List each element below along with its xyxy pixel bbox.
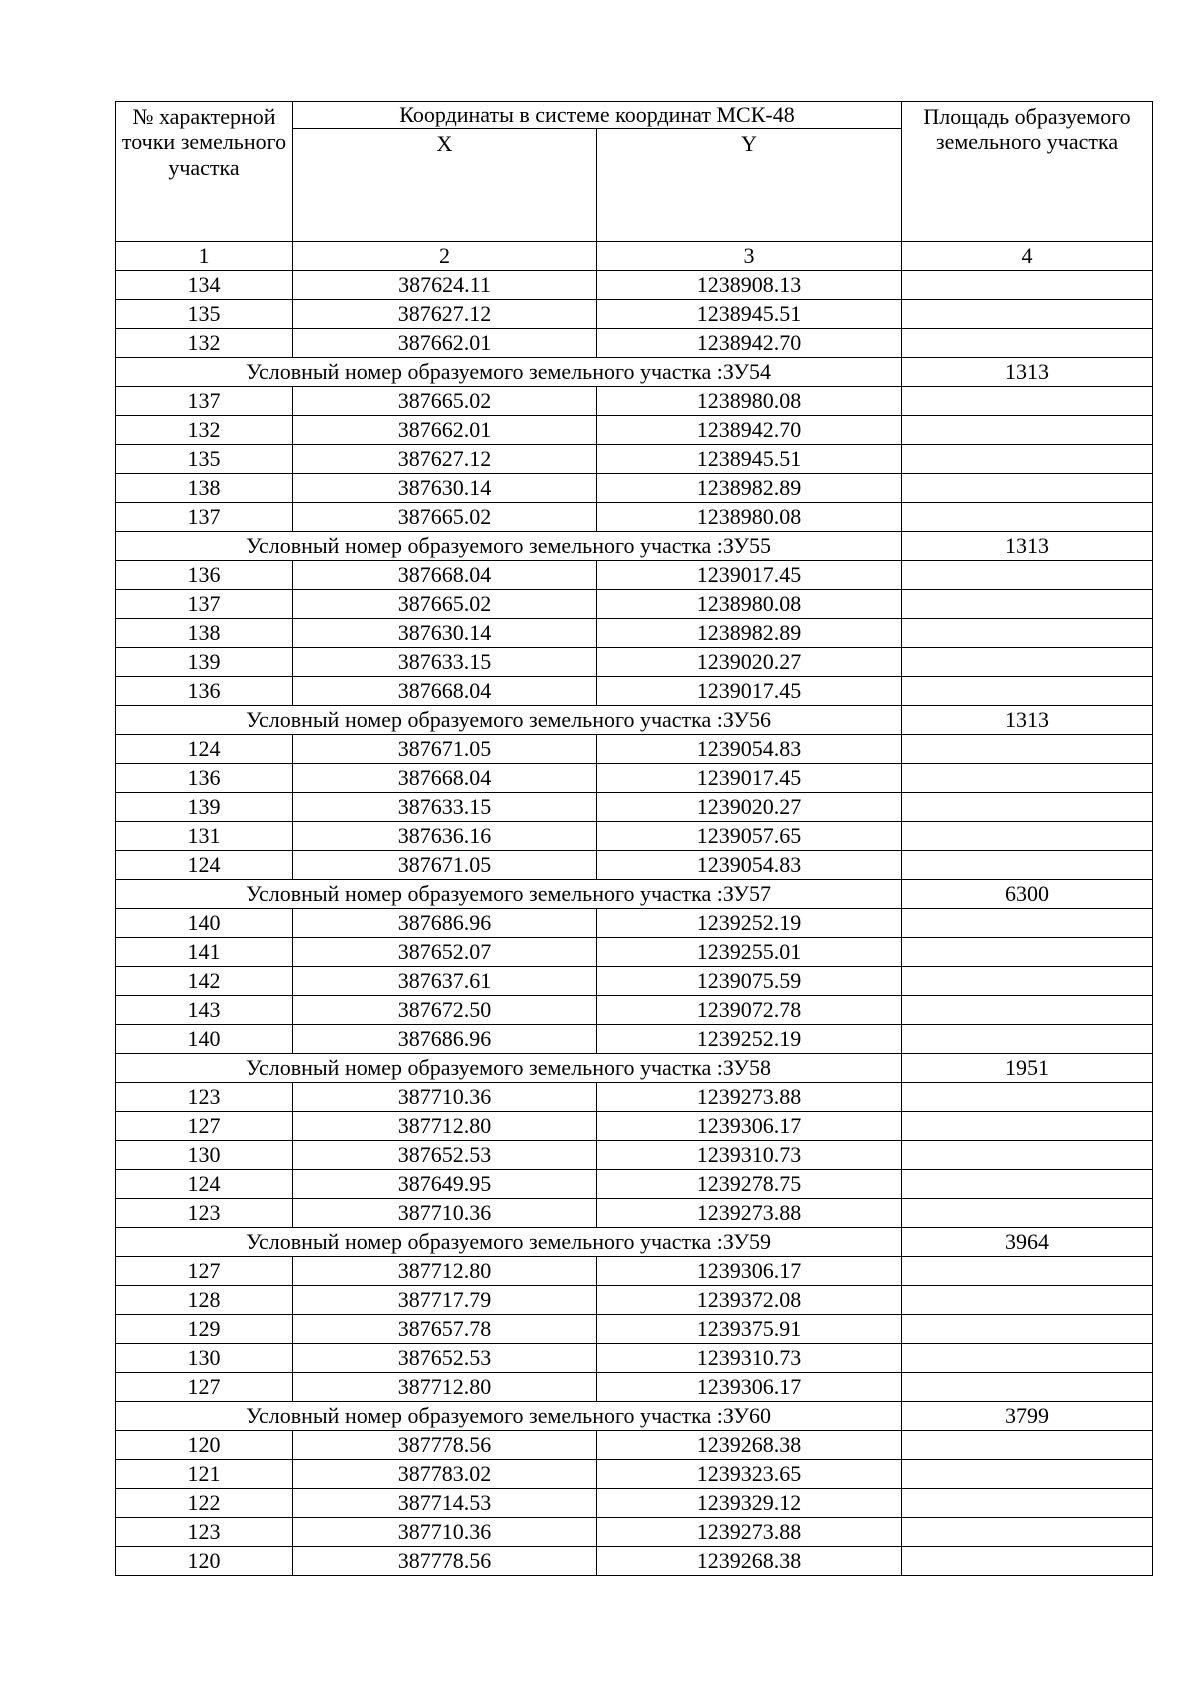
coordinates-table — [115, 101, 1153, 1576]
table-row — [116, 329, 1153, 358]
coord-y: 1238982.89 — [597, 474, 902, 503]
table-row — [116, 1315, 1153, 1344]
point-number: 122 — [116, 1489, 293, 1518]
table-row — [116, 793, 1153, 822]
header-point-number-label: № характерной точки земельного участка — [121, 104, 287, 180]
area-cell — [902, 1547, 1153, 1576]
point-number: 137 — [116, 387, 293, 416]
parcel-label-row — [116, 358, 1153, 387]
table-row — [116, 1344, 1153, 1373]
parcel-label-row — [116, 1402, 1153, 1431]
column-number: 2 — [293, 242, 597, 271]
point-number: 139 — [116, 648, 293, 677]
area-cell — [902, 1199, 1153, 1228]
area-cell — [902, 1315, 1153, 1344]
point-number: 140 — [116, 909, 293, 938]
header-y — [597, 129, 902, 242]
table-row — [116, 271, 1153, 300]
header-coordinates-label: Координаты в системе координат МСК-48 — [399, 102, 795, 128]
coord-x: 387712.80 — [293, 1112, 597, 1141]
header-y-label: Y — [741, 131, 757, 156]
coord-y: 1239268.38 — [597, 1547, 902, 1576]
point-number: 132 — [116, 416, 293, 445]
point-number: 136 — [116, 677, 293, 706]
parcel-area: 1951 — [902, 1054, 1153, 1083]
parcel-label-row — [116, 1054, 1153, 1083]
area-cell — [902, 735, 1153, 764]
area-cell — [902, 1257, 1153, 1286]
point-number: 120 — [116, 1431, 293, 1460]
point-number: 130 — [116, 1344, 293, 1373]
parcel-area: 3799 — [902, 1402, 1153, 1431]
point-number: 143 — [116, 996, 293, 1025]
coord-y: 1239323.65 — [597, 1460, 902, 1489]
table-row — [116, 1373, 1153, 1402]
parcel-label: Условный номер образуемого земельного участка :ЗУ54 — [116, 358, 902, 387]
table-row — [116, 503, 1153, 532]
point-number: 127 — [116, 1373, 293, 1402]
header-coordinates — [293, 102, 902, 129]
coord-x: 387624.11 — [293, 271, 597, 300]
coord-y: 1239252.19 — [597, 909, 902, 938]
coord-x: 387778.56 — [293, 1547, 597, 1576]
coord-y: 1239057.65 — [597, 822, 902, 851]
area-cell — [902, 1344, 1153, 1373]
area-cell — [902, 1489, 1153, 1518]
coord-y: 1239273.88 — [597, 1083, 902, 1112]
coord-x: 387668.04 — [293, 677, 597, 706]
coord-x: 387710.36 — [293, 1083, 597, 1112]
table-row — [116, 590, 1153, 619]
coord-x: 387627.12 — [293, 445, 597, 474]
coord-x: 387652.53 — [293, 1141, 597, 1170]
table-row — [116, 1489, 1153, 1518]
point-number: 135 — [116, 300, 293, 329]
header-area-label: Площадь образуемого земельного участка — [923, 104, 1131, 155]
area-cell — [902, 619, 1153, 648]
column-number: 4 — [902, 242, 1153, 271]
column-number: 1 — [116, 242, 293, 271]
area-cell — [902, 329, 1153, 358]
coord-y: 1238980.08 — [597, 503, 902, 532]
area-cell — [902, 1025, 1153, 1054]
header-x — [293, 129, 597, 242]
area-cell — [902, 1141, 1153, 1170]
coord-y: 1238982.89 — [597, 619, 902, 648]
coord-y: 1239075.59 — [597, 967, 902, 996]
table-row — [116, 909, 1153, 938]
point-number: 121 — [116, 1460, 293, 1489]
point-number: 123 — [116, 1199, 293, 1228]
table-row — [116, 1141, 1153, 1170]
coord-x: 387627.12 — [293, 300, 597, 329]
coord-x: 387671.05 — [293, 735, 597, 764]
coord-y: 1239020.27 — [597, 793, 902, 822]
point-number: 137 — [116, 503, 293, 532]
coord-x: 387665.02 — [293, 387, 597, 416]
table-row — [116, 1547, 1153, 1576]
coord-x: 387686.96 — [293, 909, 597, 938]
parcel-area: 1313 — [902, 358, 1153, 387]
coord-y: 1239072.78 — [597, 996, 902, 1025]
coord-y: 1239372.08 — [597, 1286, 902, 1315]
point-number: 138 — [116, 474, 293, 503]
coord-x: 387657.78 — [293, 1315, 597, 1344]
coord-x: 387712.80 — [293, 1373, 597, 1402]
area-cell — [902, 1112, 1153, 1141]
coord-x: 387636.16 — [293, 822, 597, 851]
area-cell — [902, 648, 1153, 677]
area-cell — [902, 996, 1153, 1025]
coord-y: 1239268.38 — [597, 1431, 902, 1460]
area-cell — [902, 1373, 1153, 1402]
coord-y: 1239375.91 — [597, 1315, 902, 1344]
area-cell — [902, 1518, 1153, 1547]
coord-x: 387662.01 — [293, 416, 597, 445]
area-cell — [902, 387, 1153, 416]
coord-y: 1239273.88 — [597, 1518, 902, 1547]
point-number: 127 — [116, 1112, 293, 1141]
area-cell — [902, 938, 1153, 967]
area-cell — [902, 474, 1153, 503]
area-cell — [902, 677, 1153, 706]
table-row — [116, 677, 1153, 706]
coord-y: 1239017.45 — [597, 561, 902, 590]
table-row — [116, 1170, 1153, 1199]
coord-y: 1239020.27 — [597, 648, 902, 677]
table-row — [116, 416, 1153, 445]
point-number: 140 — [116, 1025, 293, 1054]
area-cell — [902, 503, 1153, 532]
table-row — [116, 474, 1153, 503]
point-number: 132 — [116, 329, 293, 358]
coord-x: 387712.80 — [293, 1257, 597, 1286]
point-number: 137 — [116, 590, 293, 619]
header-area — [902, 102, 1153, 242]
coord-y: 1239273.88 — [597, 1199, 902, 1228]
point-number: 128 — [116, 1286, 293, 1315]
area-cell — [902, 793, 1153, 822]
coord-y: 1239306.17 — [597, 1257, 902, 1286]
header-point-number — [116, 102, 293, 242]
coord-y: 1239054.83 — [597, 851, 902, 880]
table-row — [116, 967, 1153, 996]
coord-y: 1239017.45 — [597, 677, 902, 706]
area-cell — [902, 416, 1153, 445]
area-cell — [902, 764, 1153, 793]
point-number: 124 — [116, 735, 293, 764]
coord-x: 387778.56 — [293, 1431, 597, 1460]
coord-y: 1239255.01 — [597, 938, 902, 967]
parcel-label: Условный номер образуемого земельного участка :ЗУ58 — [116, 1054, 902, 1083]
coord-x: 387686.96 — [293, 1025, 597, 1054]
table-row — [116, 648, 1153, 677]
parcel-label: Условный номер образуемого земельного участка :ЗУ56 — [116, 706, 902, 735]
area-cell — [902, 822, 1153, 851]
coord-x: 387714.53 — [293, 1489, 597, 1518]
parcel-area: 1313 — [902, 706, 1153, 735]
table-row — [116, 1286, 1153, 1315]
coord-x: 387630.14 — [293, 474, 597, 503]
area-cell — [902, 590, 1153, 619]
header-x-label: X — [436, 131, 453, 156]
point-number: 124 — [116, 1170, 293, 1199]
coord-x: 387633.15 — [293, 793, 597, 822]
area-cell — [902, 1286, 1153, 1315]
area-cell — [902, 561, 1153, 590]
coord-x: 387668.04 — [293, 764, 597, 793]
point-number: 142 — [116, 967, 293, 996]
table-row — [116, 938, 1153, 967]
point-number: 136 — [116, 764, 293, 793]
coord-y: 1238945.51 — [597, 445, 902, 474]
area-cell — [902, 1083, 1153, 1112]
area-cell — [902, 967, 1153, 996]
coord-x: 387717.79 — [293, 1286, 597, 1315]
coord-y: 1239252.19 — [597, 1025, 902, 1054]
table-row — [116, 561, 1153, 590]
coord-x: 387710.36 — [293, 1199, 597, 1228]
point-number: 134 — [116, 271, 293, 300]
point-number: 131 — [116, 822, 293, 851]
area-cell — [902, 1460, 1153, 1489]
point-number: 136 — [116, 561, 293, 590]
point-number: 139 — [116, 793, 293, 822]
coord-y: 1239306.17 — [597, 1373, 902, 1402]
table-row — [116, 735, 1153, 764]
table-row — [116, 1431, 1153, 1460]
coord-x: 387652.07 — [293, 938, 597, 967]
table-row — [116, 445, 1153, 474]
coord-y: 1239329.12 — [597, 1489, 902, 1518]
table-row — [116, 1112, 1153, 1141]
coord-y: 1238945.51 — [597, 300, 902, 329]
table-row — [116, 1460, 1153, 1489]
coord-x: 387662.01 — [293, 329, 597, 358]
table-row — [116, 1025, 1153, 1054]
area-cell — [902, 1431, 1153, 1460]
table-row — [116, 764, 1153, 793]
parcel-label-row — [116, 1228, 1153, 1257]
parcel-label: Условный номер образуемого земельного участка :ЗУ55 — [116, 532, 902, 561]
point-number: 123 — [116, 1518, 293, 1547]
coord-y: 1239310.73 — [597, 1141, 902, 1170]
point-number: 127 — [116, 1257, 293, 1286]
table-row — [116, 996, 1153, 1025]
point-number: 120 — [116, 1547, 293, 1576]
point-number: 141 — [116, 938, 293, 967]
point-number: 138 — [116, 619, 293, 648]
table-row — [116, 300, 1153, 329]
table-row — [116, 1518, 1153, 1547]
point-number: 130 — [116, 1141, 293, 1170]
coord-x: 387637.61 — [293, 967, 597, 996]
coord-y: 1238980.08 — [597, 590, 902, 619]
table-row — [116, 387, 1153, 416]
parcel-label-row — [116, 880, 1153, 909]
parcel-area: 1313 — [902, 532, 1153, 561]
coord-y: 1239054.83 — [597, 735, 902, 764]
parcel-label-row — [116, 706, 1153, 735]
coord-x: 387710.36 — [293, 1518, 597, 1547]
coord-y: 1239278.75 — [597, 1170, 902, 1199]
coord-y: 1239310.73 — [597, 1344, 902, 1373]
point-number: 135 — [116, 445, 293, 474]
coord-x: 387783.02 — [293, 1460, 597, 1489]
area-cell — [902, 851, 1153, 880]
coord-y: 1239017.45 — [597, 764, 902, 793]
coord-y: 1238942.70 — [597, 416, 902, 445]
coord-x: 387672.50 — [293, 996, 597, 1025]
table-row — [116, 1257, 1153, 1286]
point-number: 124 — [116, 851, 293, 880]
parcel-label: Условный номер образуемого земельного участка :ЗУ60 — [116, 1402, 902, 1431]
coord-x: 387671.05 — [293, 851, 597, 880]
area-cell — [902, 300, 1153, 329]
area-cell — [902, 909, 1153, 938]
parcel-area: 6300 — [902, 880, 1153, 909]
parcel-label-row — [116, 532, 1153, 561]
table-row — [116, 822, 1153, 851]
table-row — [116, 851, 1153, 880]
point-number: 129 — [116, 1315, 293, 1344]
parcel-label: Условный номер образуемого земельного участка :ЗУ57 — [116, 880, 902, 909]
point-number: 123 — [116, 1083, 293, 1112]
area-cell — [902, 1170, 1153, 1199]
area-cell — [902, 271, 1153, 300]
coord-x: 387633.15 — [293, 648, 597, 677]
coord-y: 1239306.17 — [597, 1112, 902, 1141]
header-row — [116, 102, 1153, 129]
parcel-area: 3964 — [902, 1228, 1153, 1257]
coord-x: 387668.04 — [293, 561, 597, 590]
parcel-label: Условный номер образуемого земельного участка :ЗУ59 — [116, 1228, 902, 1257]
coord-x: 387665.02 — [293, 590, 597, 619]
coord-x: 387630.14 — [293, 619, 597, 648]
coord-y: 1238980.08 — [597, 387, 902, 416]
table-row — [116, 1199, 1153, 1228]
table-row — [116, 619, 1153, 648]
column-number-row — [116, 242, 1153, 271]
coord-y: 1238908.13 — [597, 271, 902, 300]
column-number: 3 — [597, 242, 902, 271]
coord-y: 1238942.70 — [597, 329, 902, 358]
coord-x: 387665.02 — [293, 503, 597, 532]
area-cell — [902, 445, 1153, 474]
coord-x: 387652.53 — [293, 1344, 597, 1373]
table-row — [116, 1083, 1153, 1112]
coord-x: 387649.95 — [293, 1170, 597, 1199]
